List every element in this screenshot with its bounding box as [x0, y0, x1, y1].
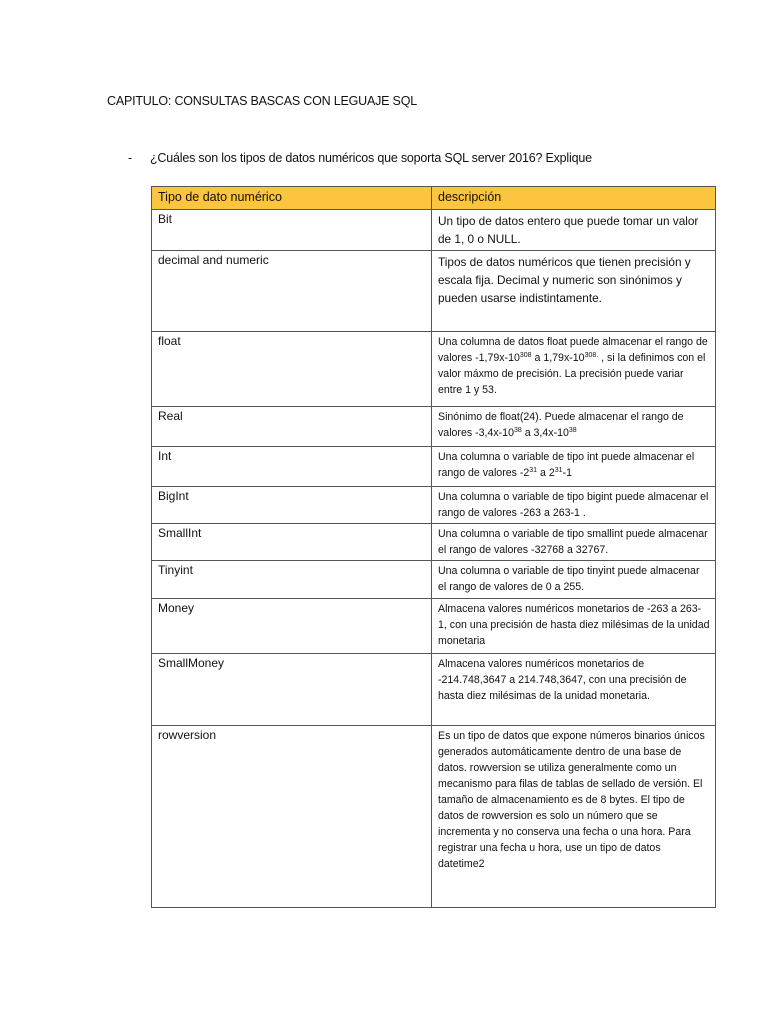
table-row-decimal — [152, 251, 716, 332]
type-description: Una columna de datos float puede almacenar el rango de valores $-1,79x-10^{308}$ a $1,79x-10^{308.}$ , si la definimos con el valor máxmo de precisión. La precisión puede variar entre 1 y 53. — [432, 332, 716, 407]
table-row-smallint — [152, 524, 716, 561]
type-description: Almacena valores numéricos monetarios de -263 a 263-1, con una precisión de hasta diez milésimas de la unidad monetaria — [432, 599, 716, 654]
type-name: SmallMoney — [152, 654, 432, 726]
type-description: Una columna o variable de tipo bigint puede almacenar el rango de valores -263 a 263-1 . — [432, 487, 716, 524]
question — [128, 151, 592, 165]
table-row-int — [152, 447, 716, 487]
table-row-tinyint — [152, 561, 716, 599]
table-row-rowversion — [152, 726, 716, 908]
type-name: float — [152, 332, 432, 407]
type-description: Tipos de datos numéricos que tienen precisión y escala fija. Decimal y numeric son sinónimos y pueden usarse indistintamente. — [432, 251, 716, 332]
chapter-title: CAPITULO: CONSULTAS BASCAS CON LEGUAJE SQL — [107, 94, 417, 108]
type-name: Tinyint — [152, 561, 432, 599]
table-header-row — [152, 187, 716, 210]
type-name: Money — [152, 599, 432, 654]
numeric-types-table — [151, 186, 716, 908]
type-name: Int — [152, 447, 432, 487]
header-type: Tipo de dato numérico — [152, 187, 432, 210]
type-description: Almacena valores numéricos monetarios de -214.748,3647 a 214.748,3647, con una precisión de hasta diez milésimas de la unidad monetaria. — [432, 654, 716, 726]
type-description: Una columna o variable de tipo tinyint puede almacenar el rango de valores de 0 a 255. — [432, 561, 716, 599]
header-description: descripción — [432, 187, 716, 210]
table-row-float — [152, 332, 716, 407]
table-row-money — [152, 599, 716, 654]
type-description: Una columna o variable de tipo int puede almacenar el rango de valores $-2^{31}$ a $2^{31}-1$ — [432, 447, 716, 487]
type-description: Una columna o variable de tipo smallint puede almacenar el rango de valores -32768 a 32767. — [432, 524, 716, 561]
table-row-smallmoney — [152, 654, 716, 726]
type-name: decimal and numeric — [152, 251, 432, 332]
question-text: ¿Cuáles son los tipos de datos numéricos que soporta SQL server 2016? Explique — [150, 151, 592, 165]
type-name: SmallInt — [152, 524, 432, 561]
type-name: BigInt — [152, 487, 432, 524]
type-name: rowversion — [152, 726, 432, 908]
type-description: Un tipo de datos entero que puede tomar un valor de 1, 0 o NULL. — [432, 210, 716, 251]
type-name: Bit — [152, 210, 432, 251]
table-row-bit — [152, 210, 716, 251]
type-description: Sinónimo de float(24). Puede almacenar el rango de valores $-3,4x-10^{38}$ a $3,4x-10^{38}$ — [432, 407, 716, 447]
table-row-bigint — [152, 487, 716, 524]
type-name: Real — [152, 407, 432, 447]
type-description: Es un tipo de datos que expone números binarios únicos generados automáticamente dentro de una base de datos. rowversion se utiliza generalmente como un mecanismo para filas de tablas de sellado de versión. El tamaño de almacenamiento es de 8 bytes. El tipo de datos de rowversion es solo un número que se incrementa y no conserva una fecha o una hora. Para registrar una fecha u hora, use un tipo de datos datetime2 — [432, 726, 716, 908]
question-bullet: - — [128, 151, 132, 165]
table-row-real — [152, 407, 716, 447]
